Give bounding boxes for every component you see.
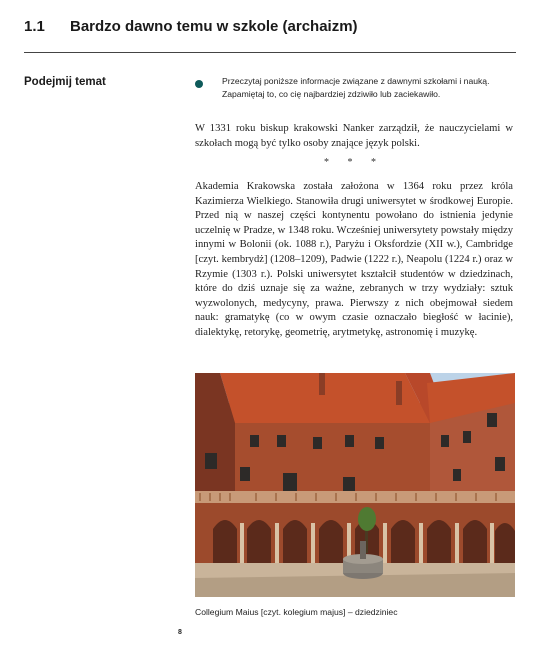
section-number: 1.1 — [24, 18, 45, 35]
bullet-icon — [195, 80, 203, 88]
paragraph-1: W 1331 roku biskup krakowski Nanker zarządził, że nauczycielami w szkołach mogą być tylko osoby znające język polski. — [195, 123, 513, 149]
header-divider — [24, 52, 516, 53]
side-label: Podejmij temat — [24, 76, 106, 88]
courtyard-photo — [195, 373, 515, 597]
instruction-text: Przeczytaj poniższe informacje związane z dawnymi szkołami i nauką. Zapamiętaj to, co cię najbardziej zdziwiło lub zaciekawiło. — [222, 76, 490, 99]
page-number: 8 — [178, 629, 182, 636]
section-separator: * * * — [324, 157, 384, 168]
figure-caption: Collegium Maius [czyt. kolegium majus] – dziedziniec — [195, 607, 398, 617]
section-title: Bardzo dawno temu w szkole (archaizm) — [70, 18, 358, 35]
paragraph-2: Akademia Krakowska została założona w 1364 roku przez króla Kazimierza Wielkiego. Stanowiła drugi uniwersytet w środkowej Europie. Przed nią w naszej części kontynentu powołano do istnienia jedynie uczelnię w Pradze, w 1348 roku. Wcześniej uniwersytety powstały między innymi w Bolonii (ok. 1088 r.), Paryżu i Oksfordzie (XII w.), Cambridge [czyt. kembrydż] (1208–1209), Padwie (1222 r.), Neapolu (1224 r.) oraz w Rzymie (1303 r.). Polski uniwersytet kształcił studentów w dziedzinach, które do dziś uznaje się za ważne, zebranych w trzy wydziały: sztuk wyzwolonych, medycyny, prawa. Pierwszy z nich obejmował siedem nauk: gramatykę (co w owym czasie oznaczało biegłość w łacinie), dialektykę, retorykę, geometrię, arytmetykę, astronomię i muzykę. — [195, 181, 513, 338]
section-header — [24, 18, 516, 52]
